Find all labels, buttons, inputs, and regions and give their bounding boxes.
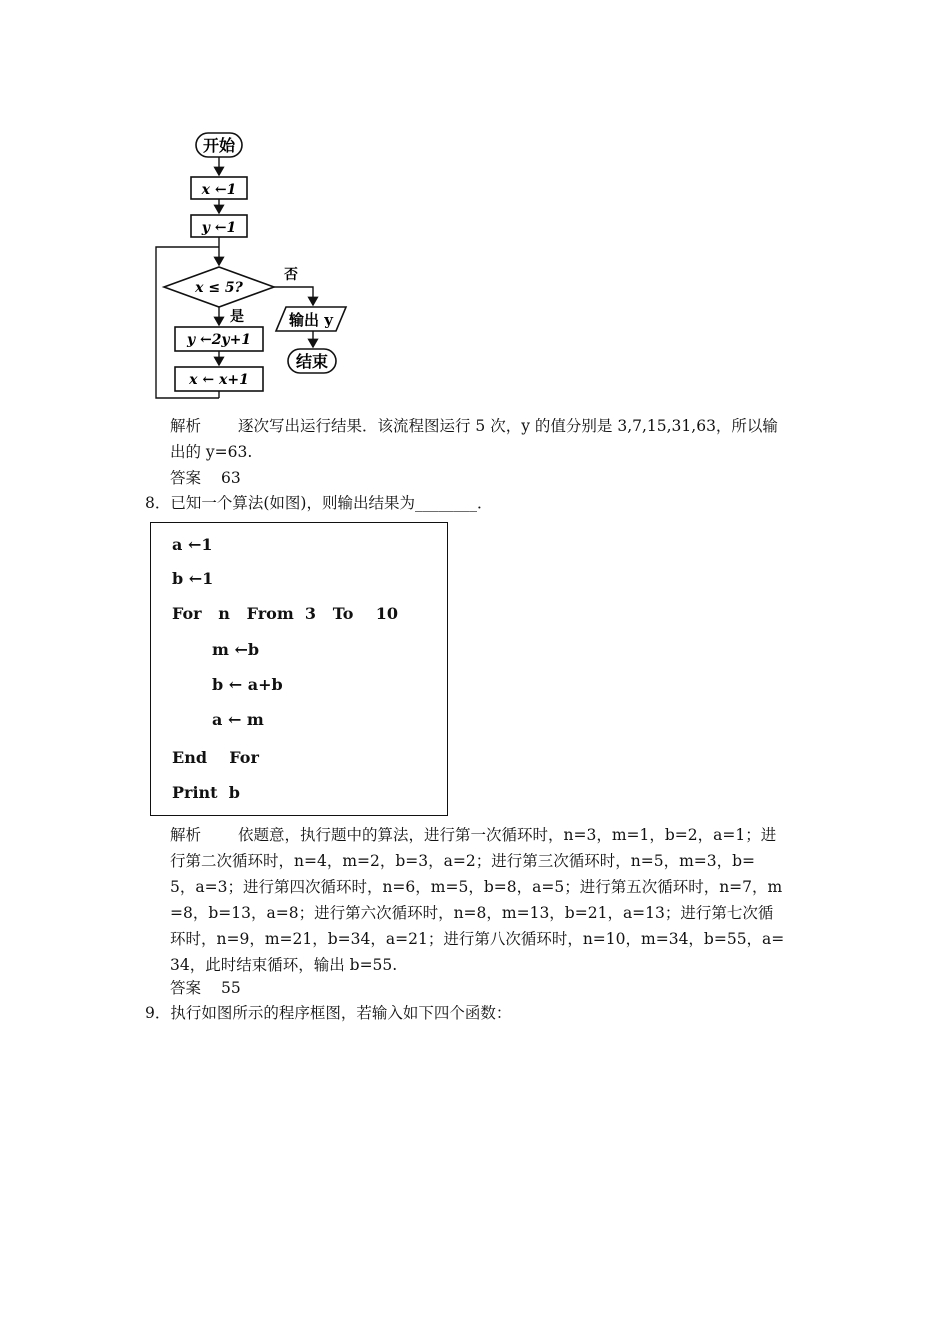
q8-analysis-line-3: 5，a=3；进行第四次循环时，n=6，m=5，b=8，a=5；进行第五次循环时，n=7，m bbox=[170, 878, 783, 896]
output-label: 输出 y bbox=[289, 311, 333, 329]
code-line-7: End For bbox=[172, 748, 259, 767]
q8-analysis-line-4: =8，b=13，a=8；进行第六次循环时，n=8，m=13，b=21，a=13；进行第七次循 bbox=[170, 904, 774, 922]
start-label: 开始 bbox=[202, 136, 236, 155]
q7-analysis-line1: 逐次写出运行结果．该流程图运行 5 次，y 的值分别是 3,7,15,31,63，所以输 bbox=[238, 417, 778, 435]
code-line-8: Print b bbox=[172, 783, 240, 802]
code-line-6: a ← m bbox=[212, 710, 264, 729]
code-line-5: b ← a+b bbox=[212, 675, 283, 694]
q9-question: 9．执行如图所示的程序框图，若输入如下四个函数： bbox=[145, 1004, 512, 1022]
update-x-label: x ← x+1 bbox=[189, 372, 249, 388]
q8-analysis-line-1: 依题意，执行题中的算法，进行第一次循环时，n=3，m=1，b=2，a=1；进 bbox=[238, 826, 777, 844]
update-y-label: y ←2y+1 bbox=[186, 332, 252, 348]
q8-analysis-label: 解析 bbox=[170, 826, 202, 844]
y-init-label: y ←1 bbox=[201, 220, 237, 236]
q8-analysis-line-6: 34，此时结束循环，输出 b=55. bbox=[170, 956, 398, 974]
q7-answer-value: 63 bbox=[221, 469, 241, 487]
q8-analysis-line-5: 环时，n=9，m=21，b=34，a=21；进行第八次循环时，n=10，m=34，b=55，a= bbox=[170, 930, 785, 948]
q8-code-box bbox=[150, 522, 448, 816]
flowchart bbox=[140, 125, 370, 405]
code-line-3: For n From 3 To 10 bbox=[172, 604, 399, 623]
code-line-2: b ←1 bbox=[172, 569, 214, 588]
q7-answer-label: 答案 bbox=[170, 469, 202, 487]
q8-question: 8．已知一个算法(如图)，则输出结果为________． bbox=[145, 494, 493, 512]
x-init-label: x ←1 bbox=[201, 182, 237, 198]
q8-answer-label: 答案 bbox=[170, 979, 202, 997]
condition-label: x ≤ 5? bbox=[195, 280, 243, 296]
q7-analysis-line2: 出的 y=63. bbox=[170, 443, 253, 461]
end-label: 结束 bbox=[295, 352, 329, 371]
q8-analysis-line-2: 行第二次循环时，n=4，m=2，b=3，a=2；进行第三次循环时，n=5，m=3，b= bbox=[170, 852, 756, 870]
no-label: 否 bbox=[284, 267, 298, 283]
code-line-1: a ←1 bbox=[172, 535, 213, 554]
yes-label: 是 bbox=[230, 309, 244, 325]
q7-analysis-label: 解析 bbox=[170, 417, 202, 435]
code-line-4: m ←b bbox=[212, 640, 260, 659]
q8-answer-value: 55 bbox=[221, 979, 241, 997]
